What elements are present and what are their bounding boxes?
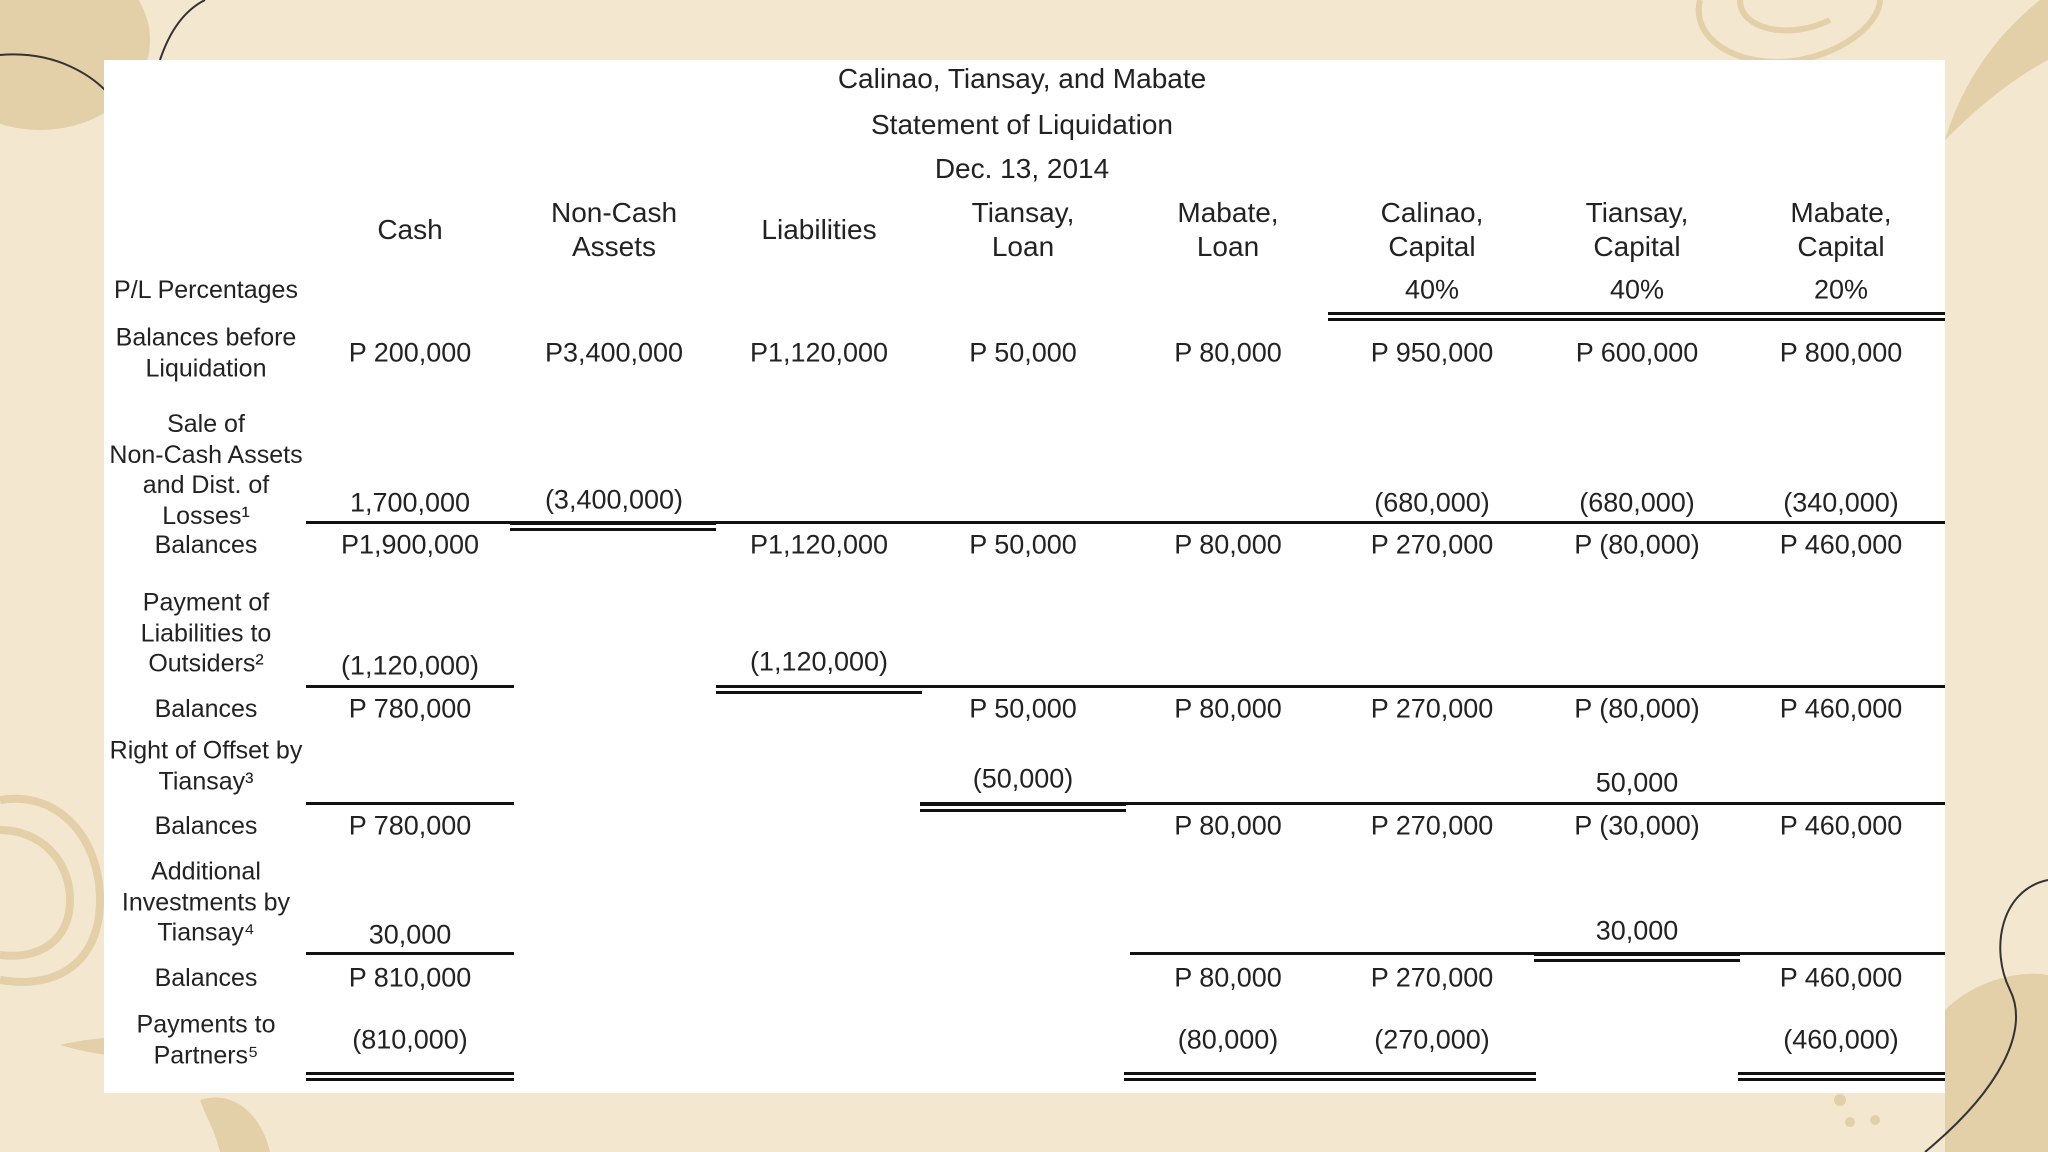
table-cell: P 270,000: [1370, 962, 1494, 993]
table-cell: P 950,000: [1370, 337, 1494, 368]
column-header: Non-Cash Assets: [550, 196, 678, 262]
table-cell: P 270,000: [1370, 529, 1494, 560]
double-rule: [920, 803, 1126, 812]
row-label: Additional Investments by Tiansay⁴: [121, 857, 291, 947]
decor-swirl-top-right: [1699, 0, 1880, 62]
table-cell: P 270,000: [1370, 693, 1494, 724]
row-label: Balances: [154, 694, 258, 723]
single-rule: [306, 685, 514, 688]
row-label: P/L Percentages: [114, 275, 298, 304]
table-cell: P 600,000: [1575, 337, 1699, 368]
table-cell: (680,000): [1374, 487, 1490, 518]
table-cell: P 80,000: [1174, 529, 1282, 560]
table-cell: P 80,000: [1174, 337, 1282, 368]
table-cell: (340,000): [1783, 487, 1899, 518]
decor-swirl-left: [0, 799, 100, 982]
column-header: Tiansay, Loan: [971, 196, 1075, 262]
table-cell: P 200,000: [348, 337, 472, 368]
table-cell: P1,120,000: [749, 337, 889, 368]
double-rule: [1534, 953, 1740, 962]
table-cell: (50,000): [972, 763, 1074, 794]
table-cell: P 460,000: [1779, 693, 1903, 724]
table-cell: P1,900,000: [340, 529, 480, 560]
column-header: Calinao, Capital: [1380, 196, 1484, 262]
decor-dot: [1834, 1094, 1846, 1106]
table-cell: P (30,000): [1574, 810, 1700, 841]
column-header: Tiansay, Capital: [1585, 196, 1689, 262]
single-rule: [306, 802, 514, 805]
single-rule: [306, 952, 514, 955]
single-rule: [922, 685, 1945, 688]
row-label: Balances: [154, 530, 258, 559]
row-label: Balances: [154, 811, 258, 840]
table-cell: P 460,000: [1779, 810, 1903, 841]
row-label: Payment of Liabilities to Outsiders²: [140, 588, 272, 678]
decor-dot: [1845, 1117, 1855, 1127]
column-header: Liabilities: [761, 213, 877, 245]
table-cell: (270,000): [1374, 1024, 1490, 1055]
table-cell: P 270,000: [1370, 810, 1494, 841]
table-cell: P 80,000: [1174, 962, 1282, 993]
table-cell: P 800,000: [1779, 337, 1903, 368]
column-header: Mabate, Loan: [1177, 196, 1279, 262]
decor-leaf-top-right: [1945, 0, 2048, 140]
row-label: Right of Offset by Tiansay³: [109, 736, 303, 795]
table-cell: P 50,000: [969, 529, 1077, 560]
table-cell: 50,000: [1595, 767, 1679, 798]
table-cell: 20%: [1813, 274, 1869, 305]
table-cell: P (80,000): [1574, 529, 1700, 560]
table-cell: (3,400,000): [544, 484, 684, 515]
statement-subtitle: Statement of Liquidation: [871, 108, 1173, 140]
table-cell: P 50,000: [969, 337, 1077, 368]
double-rule: [306, 1072, 514, 1081]
liquidation-statement-sheet: [104, 60, 1945, 1093]
row-label: Balances before Liquidation: [115, 323, 297, 382]
table-cell: (810,000): [352, 1024, 468, 1055]
table-cell: P1,120,000: [749, 529, 889, 560]
table-cell: (1,120,000): [749, 646, 889, 677]
double-rule: [1738, 1072, 1945, 1081]
table-cell: P 460,000: [1779, 529, 1903, 560]
column-header: Cash: [377, 213, 443, 245]
table-cell: P (80,000): [1574, 693, 1700, 724]
table-cell: P 780,000: [348, 810, 472, 841]
double-rule: [716, 685, 922, 694]
table-cell: (1,120,000): [340, 650, 480, 681]
statement-date: Dec. 13, 2014: [934, 152, 1110, 184]
column-header: Mabate, Capital: [1790, 196, 1892, 262]
double-rule: [1124, 1072, 1536, 1081]
decor-dot: [1870, 1115, 1880, 1125]
table-cell: P 460,000: [1779, 962, 1903, 993]
table-cell: (460,000): [1783, 1024, 1899, 1055]
table-cell: P 810,000: [348, 962, 472, 993]
double-rule: [1328, 312, 1945, 321]
table-cell: P3,400,000: [544, 337, 684, 368]
table-cell: 1,700,000: [349, 487, 471, 518]
row-label: Balances: [154, 963, 258, 992]
table-cell: 30,000: [1595, 915, 1679, 946]
row-label: Payments to Partners⁵: [136, 1010, 276, 1069]
decor-blob-bottom-right: [1945, 974, 2048, 1152]
table-cell: P 780,000: [348, 693, 472, 724]
row-label: Sale of Non-Cash Assets and Dist. of Losses¹: [109, 410, 303, 530]
table-cell: (680,000): [1579, 487, 1695, 518]
table-cell: P 80,000: [1174, 693, 1282, 724]
table-cell: P 80,000: [1174, 810, 1282, 841]
table-cell: 40%: [1404, 274, 1460, 305]
statement-title: Calinao, Tiansay, and Mabate: [837, 62, 1207, 94]
table-cell: 30,000: [368, 919, 452, 950]
table-cell: P 50,000: [969, 693, 1077, 724]
double-rule: [510, 522, 716, 531]
table-cell: 40%: [1609, 274, 1665, 305]
table-cell: (80,000): [1177, 1024, 1279, 1055]
